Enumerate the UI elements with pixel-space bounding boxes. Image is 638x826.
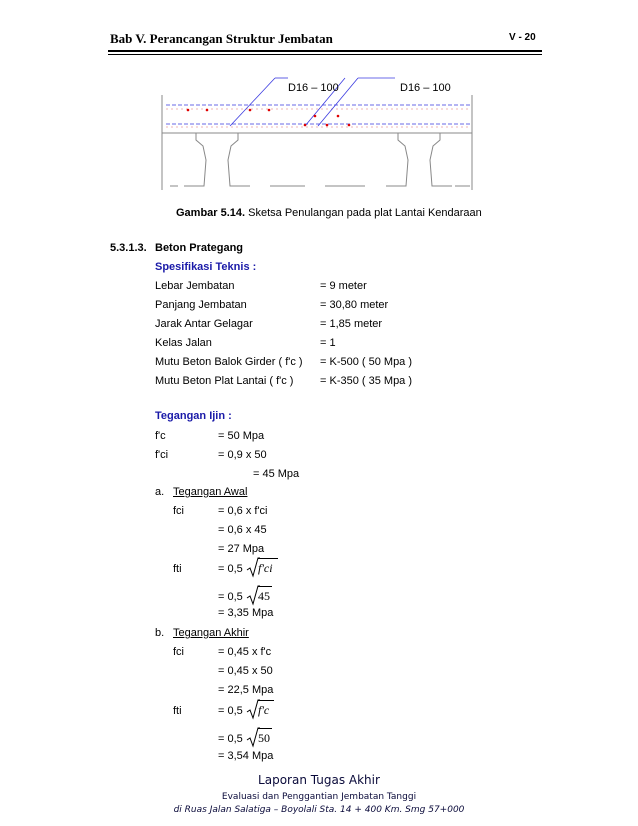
fc-value: = 50 Mpa xyxy=(218,430,265,442)
page-number: V - 20 xyxy=(509,32,536,43)
initial-fci-line: = 0,6 x f'ci xyxy=(218,505,268,517)
final-fti-root2: 50 xyxy=(258,731,270,745)
initial-fti-result: = 3,35 Mpa xyxy=(218,607,274,619)
initial-fci-line: = 27 Mpa xyxy=(218,543,265,555)
caption-text: Sketsa Penulangan pada plat Lantai Kendaraan xyxy=(245,207,482,219)
section-title: Beton Prategang xyxy=(155,242,244,254)
final-fci-line: = 22,5 Mpa xyxy=(218,684,274,696)
final-fti-root: f'c xyxy=(258,703,270,717)
initial-stress-title: Tegangan Awal xyxy=(173,486,248,498)
initial-fti-root2: 45 xyxy=(258,589,270,603)
spec-label: Lebar Jembatan xyxy=(155,280,235,292)
spec-value: = 1,85 meter xyxy=(320,318,383,330)
list-marker-a: a. xyxy=(155,486,165,498)
fci-label: f'ci xyxy=(155,449,169,461)
initial-fci-line: = 0,6 x 45 xyxy=(218,524,267,536)
radical-bar xyxy=(258,700,274,701)
spec-label: Jarak Antar Gelagar xyxy=(155,318,253,330)
initial-fti-prefix: = 0,5 xyxy=(218,563,243,575)
spec-heading: Spesifikasi Teknis : xyxy=(155,261,257,273)
spec-value: = 30,80 meter xyxy=(320,299,389,311)
footer-line-1: Evaluasi dan Penggantian Jembatan Tanggi xyxy=(221,792,417,802)
reinforcement-sketch xyxy=(0,0,638,200)
list-marker-b: b. xyxy=(155,627,165,639)
rebar-label-right: D16 – 100 xyxy=(400,82,451,94)
final-fti-prefix: = 0,5 xyxy=(218,705,243,717)
final-fci-label: fci xyxy=(173,646,184,658)
final-stress-title: Tegangan Akhir xyxy=(173,627,249,639)
radical-bar xyxy=(258,558,278,559)
spec-label: Mutu Beton Plat Lantai ( f'c ) xyxy=(155,375,294,387)
figure-caption xyxy=(176,207,482,219)
initial-fti-root: f'ci xyxy=(258,561,273,575)
initial-fti-label: fti xyxy=(173,563,182,575)
spec-value: = K-350 ( 35 Mpa ) xyxy=(320,375,413,387)
final-fci-line: = 0,45 x f'c xyxy=(218,646,272,658)
footer-title: Laporan Tugas Akhir xyxy=(258,773,380,787)
initial-fti-prefix2: = 0,5 xyxy=(218,591,243,603)
final-fti-label: fti xyxy=(173,705,182,717)
spec-label: Panjang Jembatan xyxy=(155,299,247,311)
spec-value: = K-500 ( 50 Mpa ) xyxy=(320,356,413,368)
fc-label: f'c xyxy=(155,430,166,442)
page-header-title: Bab V. Perancangan Struktur Jembatan xyxy=(110,31,333,46)
spec-label: Mutu Beton Balok Girder ( f'c ) xyxy=(155,356,303,368)
fci-value: = 0,9 x 50 xyxy=(218,449,267,461)
stress-heading: Tegangan Ijin : xyxy=(155,410,232,422)
final-fti-result: = 3,54 Mpa xyxy=(218,750,274,762)
initial-fci-label: fci xyxy=(173,505,184,517)
final-fci-line: = 0,45 x 50 xyxy=(218,665,273,677)
section-number: 5.3.1.3. xyxy=(110,242,147,254)
radical-bar xyxy=(258,728,272,729)
radical-bar xyxy=(258,586,272,587)
rebar-label-left: D16 – 100 xyxy=(288,82,339,94)
spec-label: Kelas Jalan xyxy=(155,337,212,349)
spec-value: = 9 meter xyxy=(320,280,367,292)
spec-value: = 1 xyxy=(320,337,336,349)
caption-number: Gambar 5.14. xyxy=(176,207,246,219)
final-fti-prefix2: = 0,5 xyxy=(218,733,243,745)
fci-result: = 45 Mpa xyxy=(253,468,300,480)
footer-line-2: di Ruas Jalan Salatiga – Boyolali Sta. 14 + 400 Km. Smg 57+000 xyxy=(173,805,465,815)
